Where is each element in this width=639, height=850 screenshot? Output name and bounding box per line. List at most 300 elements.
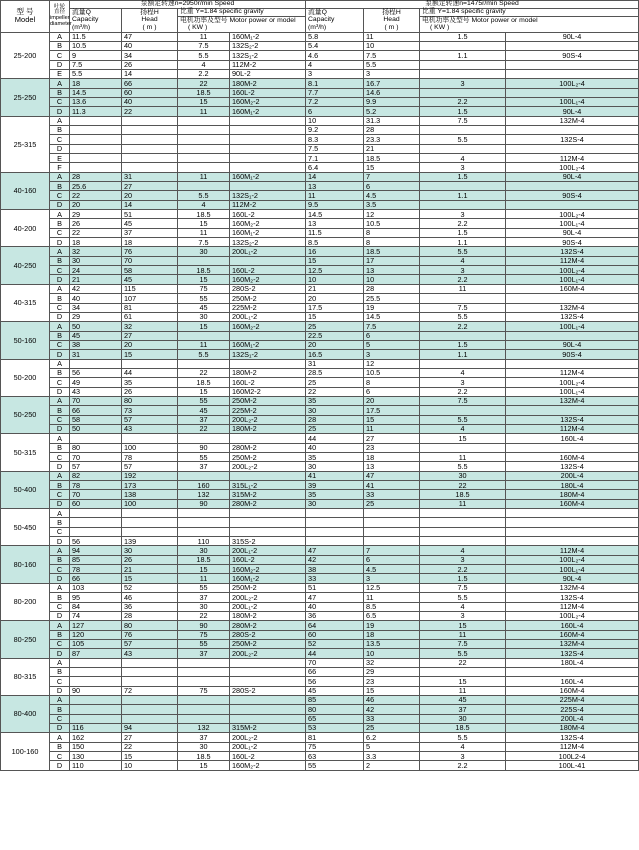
capacity-2950-cell: 50 [70, 424, 122, 433]
head-2950-cell: 15 [122, 574, 178, 583]
head-2950-cell: 31 [122, 172, 178, 181]
head-1475-cell: 3.3 [364, 752, 420, 761]
power-1475-cell: 11 [420, 453, 506, 462]
power-2950-cell: 18.5 [178, 266, 230, 275]
head-2950-cell: 47 [122, 32, 178, 41]
head-1475-cell: 3 [364, 350, 420, 359]
power-2950-cell: 18.5 [178, 210, 230, 219]
table-row [1, 116, 639, 125]
motor-2950-cell [230, 677, 306, 686]
capacity-1475-cell: 64 [306, 621, 364, 630]
motor-2950-cell [230, 163, 306, 172]
impeller-cell: D [50, 312, 70, 321]
motor-2950-cell: 315L₁-2 [230, 481, 306, 490]
head-1475-cell: 9.9 [364, 97, 420, 106]
head-2950-cell [122, 518, 178, 527]
table-row [1, 51, 639, 60]
table-row [1, 331, 639, 340]
capacity-2950-cell [70, 434, 122, 443]
capacity-2950-cell: 105 [70, 639, 122, 648]
model-cell: 50-450 [1, 509, 50, 546]
capacity-2950-cell [70, 518, 122, 527]
motor-2950-cell [230, 434, 306, 443]
power-1475-cell: 7.5 [420, 396, 506, 405]
motor-1475-cell: 160L-4 [506, 677, 639, 686]
head-2950-cell: 28 [122, 611, 178, 620]
impeller-cell: D [50, 499, 70, 508]
head-2950-cell: 61 [122, 312, 178, 321]
capacity-2950-cell [70, 677, 122, 686]
power-2950-cell: 37 [178, 415, 230, 424]
head-1475-cell: 17.5 [364, 406, 420, 415]
power-2950-cell: 15 [178, 387, 230, 396]
power-1475-cell: 3 [420, 378, 506, 387]
motor-1475-cell [506, 667, 639, 676]
power-2950-cell: 18.5 [178, 555, 230, 564]
capacity-2950-cell: 30 [70, 256, 122, 265]
capacity-1475-cell: 63 [306, 752, 364, 761]
power-2950-cell: 15 [178, 565, 230, 574]
motor-1475-cell: 112M-4 [506, 256, 639, 265]
capacity-1475-cell: 51 [306, 583, 364, 592]
impeller-cell: D [50, 200, 70, 209]
impeller-cell: C [50, 453, 70, 462]
motor-1475-cell: 90S-4 [506, 191, 639, 200]
head-2950-cell: 21 [122, 565, 178, 574]
capacity-1475-cell: 13 [306, 219, 364, 228]
impeller-cell: F [50, 163, 70, 172]
table-row [1, 154, 639, 163]
capacity-2950-cell: 110 [70, 761, 122, 770]
capacity-1475-cell: 20 [306, 294, 364, 303]
impeller-cell: A [50, 172, 70, 181]
head-2950-cell: 40 [122, 97, 178, 106]
head-1475-cell: 7 [364, 172, 420, 181]
power-1475-cell [420, 443, 506, 452]
capacity-1475-cell: 35 [306, 490, 364, 499]
head-1475-cell: 10 [364, 41, 420, 50]
motor-2950-cell [230, 527, 306, 536]
motor-2950-cell: 250M-2 [230, 639, 306, 648]
head-1475-cell [364, 537, 420, 546]
capacity-2950-cell: 32 [70, 247, 122, 256]
capacity-2950-cell: 29 [70, 210, 122, 219]
power-1475-cell: 3 [420, 752, 506, 761]
power-2950-cell: 55 [178, 294, 230, 303]
table-row [1, 471, 639, 480]
head-2950-cell: 73 [122, 406, 178, 415]
head-1475-cell: 19 [364, 303, 420, 312]
power-2950-cell: 7.5 [178, 238, 230, 247]
speed-2950-header: 泵额定转速n=2950r/min Speed [70, 1, 306, 9]
head-2950-cell [122, 714, 178, 723]
capacity-1475-cell: 3 [306, 69, 364, 78]
capacity-2950-cell: 25.6 [70, 182, 122, 191]
capacity-2950-cell [70, 714, 122, 723]
capacity-1475-cell: 75 [306, 742, 364, 751]
head-2950-cell: 27 [122, 182, 178, 191]
motor-1475-cell: 100L₁-4 [506, 219, 639, 228]
power-1475-cell: 7.5 [420, 116, 506, 125]
table-row [1, 182, 639, 191]
power-1475-cell: 2.2 [420, 322, 506, 331]
capacity-1475-cell: 6.4 [306, 163, 364, 172]
head-2950-cell: 81 [122, 303, 178, 312]
impeller-cell: D [50, 424, 70, 433]
motor-2950-cell [230, 116, 306, 125]
capacity-1475-cell: 56 [306, 677, 364, 686]
motor-2950-cell: 160M₂-2 [230, 219, 306, 228]
impeller-cell: B [50, 705, 70, 714]
table-row [1, 378, 639, 387]
capacity-1475-cell: 11 [306, 191, 364, 200]
impeller-cell: D [50, 238, 70, 247]
head-2950-cell [122, 509, 178, 518]
capacity-2950-header: 流量Q Capacity (m³/h) [70, 8, 122, 32]
head-1475-cell: 41 [364, 481, 420, 490]
capacity-1475-cell: 47 [306, 593, 364, 602]
impeller-cell: A [50, 247, 70, 256]
power-2950-cell [178, 359, 230, 368]
capacity-2950-cell: 20 [70, 200, 122, 209]
head-2950-cell: 78 [122, 453, 178, 462]
power-1475-cell [420, 200, 506, 209]
motor-2950-cell: 200L₂-2 [230, 415, 306, 424]
motor-1475-cell: 112M-4 [506, 602, 639, 611]
power-1475-cell: 4 [420, 546, 506, 555]
motor-1475-cell: 100L₁-4 [506, 322, 639, 331]
model-cell: 100-160 [1, 733, 50, 770]
head-1475-cell: 28 [364, 125, 420, 134]
impeller-cell: E [50, 154, 70, 163]
table-row [1, 387, 639, 396]
table-row [1, 639, 639, 648]
capacity-2950-cell: 70 [70, 396, 122, 405]
power-1475-cell [420, 294, 506, 303]
impeller-cell: A [50, 32, 70, 41]
head-1475-cell [364, 509, 420, 518]
head-2950-cell: 80 [122, 396, 178, 405]
motor-2950-cell: 315M-2 [230, 490, 306, 499]
capacity-1475-cell: 14 [306, 172, 364, 181]
power-1475-cell: 1.5 [420, 228, 506, 237]
power-1475-cell: 1.1 [420, 350, 506, 359]
motor-1475-cell: 100L₂-4 [506, 378, 639, 387]
head-2950-cell: 100 [122, 499, 178, 508]
motor-2950-header: 电机功率及型号 Motor power or model ( KW ) [178, 16, 306, 32]
capacity-2950-cell [70, 658, 122, 667]
motor-2950-cell: 315M-2 [230, 723, 306, 732]
table-row [1, 415, 639, 424]
head-2950-cell: 32 [122, 322, 178, 331]
capacity-2950-cell: 84 [70, 602, 122, 611]
head-2950-cell: 37 [122, 228, 178, 237]
head-1475-cell: 6.5 [364, 611, 420, 620]
head-2950-cell [122, 154, 178, 163]
power-2950-cell: 30 [178, 546, 230, 555]
power-1475-cell: 37 [420, 705, 506, 714]
motor-1475-cell: 100L₁-4 [506, 275, 639, 284]
capacity-2950-cell: 56 [70, 368, 122, 377]
motor-1475-cell [506, 443, 639, 452]
power-2950-cell: 18.5 [178, 752, 230, 761]
capacity-2950-cell [70, 705, 122, 714]
head-1475-cell: 33 [364, 490, 420, 499]
power-2950-cell: 30 [178, 312, 230, 321]
impeller-cell: A [50, 359, 70, 368]
head-1475-cell: 6 [364, 555, 420, 564]
motor-1475-cell [506, 527, 639, 536]
impeller-cell: D [50, 574, 70, 583]
table-row [1, 266, 639, 275]
head-1475-cell: 8 [364, 228, 420, 237]
capacity-2950-cell: 66 [70, 574, 122, 583]
motor-2950-cell: 112M-2 [230, 60, 306, 69]
head-1475-cell: 15 [364, 163, 420, 172]
impeller-cell: A [50, 509, 70, 518]
motor-1475-cell [506, 125, 639, 134]
impeller-cell: B [50, 555, 70, 564]
head-1475-cell: 3.5 [364, 200, 420, 209]
capacity-1475-cell: 8.5 [306, 238, 364, 247]
capacity-1475-cell: 81 [306, 733, 364, 742]
capacity-1475-cell: 8.3 [306, 135, 364, 144]
power-1475-cell: 3 [420, 555, 506, 564]
power-1475-cell: 2.2 [420, 219, 506, 228]
capacity-1475-cell: 9.5 [306, 200, 364, 209]
motor-2950-cell: 160M₂-2 [230, 565, 306, 574]
capacity-1475-cell: 85 [306, 695, 364, 704]
capacity-2950-cell [70, 135, 122, 144]
table-row [1, 621, 639, 630]
head-1475-cell: 12.5 [364, 583, 420, 592]
speed-1475-header: 泵额定转速n=1475r/min Speed [306, 1, 639, 9]
power-1475-cell: 15 [420, 677, 506, 686]
impeller-cell: D [50, 537, 70, 546]
impeller-cell: C [50, 228, 70, 237]
motor-1475-cell: 132M-4 [506, 396, 639, 405]
capacity-2950-cell: 85 [70, 555, 122, 564]
capacity-1475-cell: 10 [306, 116, 364, 125]
model-cell: 25-200 [1, 32, 50, 79]
motor-2950-cell: 280S-2 [230, 630, 306, 639]
head-2950-cell [122, 116, 178, 125]
capacity-1475-cell: 8.1 [306, 79, 364, 88]
head-2950-cell: 15 [122, 350, 178, 359]
impeller-cell: D [50, 761, 70, 770]
model-cell: 25-250 [1, 79, 50, 116]
impeller-cell: A [50, 396, 70, 405]
impeller-cell: B [50, 182, 70, 191]
capacity-1475-cell: 40 [306, 443, 364, 452]
impeller-cell: A [50, 79, 70, 88]
head-2950-cell [122, 527, 178, 536]
head-1475-cell [364, 527, 420, 536]
motor-1475-cell [506, 88, 639, 97]
table-row [1, 172, 639, 181]
table-row [1, 686, 639, 695]
power-2950-cell: 22 [178, 611, 230, 620]
capacity-1475-header: 流量Q Capacity (m³/h) [306, 8, 364, 32]
head-2950-cell: 94 [122, 723, 178, 732]
head-2950-cell: 80 [122, 621, 178, 630]
power-2950-cell [178, 135, 230, 144]
capacity-1475-cell: 10 [306, 275, 364, 284]
table-row [1, 667, 639, 676]
model-cell: 50-400 [1, 471, 50, 508]
table-row [1, 658, 639, 667]
capacity-2950-cell: 40 [70, 294, 122, 303]
motor-1475-cell: 90S-4 [506, 350, 639, 359]
capacity-2950-cell: 31 [70, 350, 122, 359]
capacity-2950-cell: 9 [70, 51, 122, 60]
power-1475-cell: 45 [420, 695, 506, 704]
table-row [1, 565, 639, 574]
head-2950-cell: 70 [122, 256, 178, 265]
power-1475-cell: 5.5 [420, 312, 506, 321]
head-2950-cell: 58 [122, 266, 178, 275]
capacity-1475-cell: 20 [306, 340, 364, 349]
impeller-cell: C [50, 490, 70, 499]
impeller-cell: A [50, 546, 70, 555]
capacity-2950-cell: 18 [70, 238, 122, 247]
motor-2950-cell: 200L₁-2 [230, 312, 306, 321]
head-2950-cell: 192 [122, 471, 178, 480]
capacity-1475-cell: 31 [306, 359, 364, 368]
head-1475-cell: 2 [364, 761, 420, 770]
table-row [1, 275, 639, 284]
table-row [1, 228, 639, 237]
power-2950-cell [178, 154, 230, 163]
capacity-1475-cell: 55 [306, 761, 364, 770]
impeller-cell: A [50, 471, 70, 480]
power-2950-cell: 15 [178, 97, 230, 106]
capacity-1475-cell: 30 [306, 406, 364, 415]
power-1475-cell: 18.5 [420, 490, 506, 499]
power-2950-cell: 15 [178, 275, 230, 284]
impeller-cell: D [50, 649, 70, 658]
table-row [1, 434, 639, 443]
head-1475-cell: 4.5 [364, 191, 420, 200]
table-row [1, 752, 639, 761]
capacity-2950-cell: 94 [70, 546, 122, 555]
capacity-1475-cell: 70 [306, 658, 364, 667]
motor-2950-cell: 200L₁-2 [230, 546, 306, 555]
power-1475-cell: 22 [420, 658, 506, 667]
table-row [1, 97, 639, 106]
head-2950-cell: 40 [122, 41, 178, 50]
impeller-cell: C [50, 51, 70, 60]
capacity-1475-cell: 53 [306, 723, 364, 732]
capacity-2950-cell: 130 [70, 752, 122, 761]
motor-2950-cell: 160M2-2 [230, 387, 306, 396]
capacity-1475-cell: 40 [306, 602, 364, 611]
capacity-2950-cell: 150 [70, 742, 122, 751]
capacity-2950-cell: 34 [70, 303, 122, 312]
capacity-1475-cell: 44 [306, 649, 364, 658]
table-row [1, 611, 639, 620]
power-1475-cell: 4 [420, 154, 506, 163]
head-2950-cell: 57 [122, 639, 178, 648]
motor-2950-cell: 132S₂-2 [230, 238, 306, 247]
motor-2950-cell: 280S-2 [230, 686, 306, 695]
impeller-cell: B [50, 219, 70, 228]
head-2950-cell [122, 677, 178, 686]
head-2950-cell: 36 [122, 602, 178, 611]
capacity-1475-cell: 13 [306, 182, 364, 191]
head-1475-cell: 13.5 [364, 639, 420, 648]
table-row [1, 574, 639, 583]
head-2950-cell: 15 [122, 752, 178, 761]
impeller-cell: B [50, 630, 70, 639]
capacity-1475-cell: 25 [306, 378, 364, 387]
table-row [1, 761, 639, 770]
power-1475-cell [420, 537, 506, 546]
capacity-1475-cell: 45 [306, 686, 364, 695]
power-2950-cell [178, 471, 230, 480]
capacity-1475-cell [306, 537, 364, 546]
impeller-cell: A [50, 322, 70, 331]
head-1475-cell: 17 [364, 256, 420, 265]
head-1475-cell: 11 [364, 593, 420, 602]
model-cell: 25-315 [1, 116, 50, 172]
head-2950-cell [122, 434, 178, 443]
impeller-cell: D [50, 462, 70, 471]
capacity-2950-cell: 78 [70, 481, 122, 490]
capacity-2950-cell: 24 [70, 266, 122, 275]
capacity-2950-cell: 22 [70, 191, 122, 200]
head-2950-cell: 72 [122, 686, 178, 695]
power-2950-cell: 45 [178, 406, 230, 415]
model-cell: 50-160 [1, 322, 50, 359]
capacity-1475-cell [306, 518, 364, 527]
head-1475-cell: 11 [364, 424, 420, 433]
head-2950-cell: 10 [122, 761, 178, 770]
motor-1475-cell [506, 359, 639, 368]
capacity-2950-cell: 42 [70, 284, 122, 293]
capacity-1475-cell: 11.5 [306, 228, 364, 237]
power-1475-cell: 4 [420, 742, 506, 751]
impeller-cell: C [50, 752, 70, 761]
table-row [1, 424, 639, 433]
motor-1475-cell: 132S-4 [506, 733, 639, 742]
table-body [1, 32, 639, 770]
capacity-1475-cell: 35 [306, 453, 364, 462]
motor-1475-cell: 132S-4 [506, 247, 639, 256]
head-1475-cell: 20 [364, 396, 420, 405]
impeller-cell: B [50, 331, 70, 340]
power-1475-cell: 3 [420, 611, 506, 620]
impeller-cell: B [50, 481, 70, 490]
table-row [1, 649, 639, 658]
head-1475-cell: 6 [364, 387, 420, 396]
head-1475-cell: 5.5 [364, 60, 420, 69]
head-2950-cell: 46 [122, 593, 178, 602]
motor-2950-cell: 200L₁-2 [230, 742, 306, 751]
power-2950-cell: 30 [178, 602, 230, 611]
capacity-1475-cell: 15 [306, 256, 364, 265]
motor-1475-cell: 160M-4 [506, 284, 639, 293]
motor-1475-cell: 180L-4 [506, 658, 639, 667]
capacity-1475-cell: 36 [306, 611, 364, 620]
motor-2950-cell [230, 331, 306, 340]
impeller-cell: C [50, 415, 70, 424]
power-1475-cell [420, 406, 506, 415]
capacity-1475-cell: 22 [306, 387, 364, 396]
head-1475-cell: 6.2 [364, 733, 420, 742]
capacity-2950-cell: 49 [70, 378, 122, 387]
motor-1475-cell: 160M-4 [506, 499, 639, 508]
